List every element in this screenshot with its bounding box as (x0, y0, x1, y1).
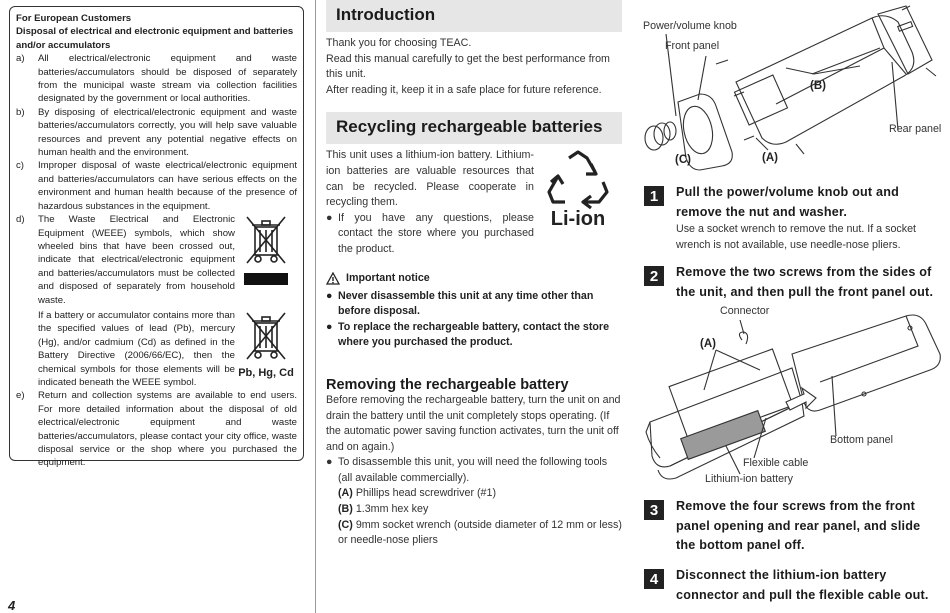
liion-label: Li-ion (550, 208, 606, 231)
step-title: Remove the four screws from the front panel opening and rear panel, and slide the bottom panel off. (676, 499, 921, 552)
bullet-text: If you have any questions, please contact the store where you purchased the product. (338, 211, 534, 255)
eu-item-letter: c) (16, 160, 24, 172)
removing-text: Before removing the rechargeable battery, turn the unit on and drain the battery until the unit completely stops operating. (If the automatic power saving function activates, turn the unit off and on again.) (326, 393, 621, 453)
page-number: 4 (8, 598, 16, 613)
eu-item-d (16, 213, 297, 389)
removing-bullet: ● To disassemble this unit, you will need the following tools (all available commercially). (326, 455, 622, 486)
label-a: (A) (762, 152, 778, 164)
step-number: 1 (644, 186, 664, 206)
eu-item-text: All electrical/electronic equipment and waste batteries/accumulators should be disposed of separately from the municipal waste stream via collection facilities designated by the government or local authorities. (38, 53, 297, 105)
step-3 (644, 497, 940, 556)
label-b: (B) (810, 80, 826, 92)
eu-item-b (16, 106, 297, 160)
introduction-title: Introduction (326, 0, 622, 32)
intro-line: After reading it, keep it in a safe place for future reference. (326, 83, 602, 96)
step-1 (644, 183, 940, 253)
bullet-text: Never disassemble this unit at any time other than before disposal. (338, 289, 594, 318)
eu-disposal-box (9, 6, 304, 469)
step-4 (644, 566, 940, 605)
label-power-knob: Power/volume knob (643, 20, 737, 32)
removing-title: Removing the rechargeable battery (326, 376, 569, 393)
important-notice-heading (326, 272, 622, 285)
eu-item-text: The Waste Electrical and Electronic Equipment (WEEE) symbols, which show wheeled bins that have been crossed out, indicate that electrical/electronic equipment and batteries/accumulators must be collected and disposed of separately from household waste. (38, 214, 235, 306)
recycling-text: This unit uses a lithium-ion battery. Lithium-ion batteries are valuable resources that can be recycled. Please cooperate in recycling them. (326, 149, 534, 209)
eu-item-letter: b) (16, 106, 25, 118)
eu-item-letter: d) (16, 214, 25, 226)
label-battery: Lithium-ion battery (705, 473, 793, 485)
label-connector: Connector (720, 305, 770, 317)
label-rear-panel: Rear panel (889, 123, 942, 135)
step-2 (644, 263, 940, 302)
step-title: Remove the two screws from the sides of the unit, and then pull the front panel out. (676, 265, 934, 299)
eu-item-text: Improper disposal of waste electrical/electronic equipment and batteries/accumulators can have serious effects on the environment and human health because of the presence of hazardous substances in the equipment. (38, 160, 297, 212)
bullet-text: To replace the rechargeable battery, contact the store where you purchased the product. (338, 320, 610, 349)
weee-bin-icon (243, 213, 289, 267)
weee-bin-icon (243, 309, 289, 363)
eu-item-text: Return and collection systems are available to end users. For more detailed information about the disposal of old electrical/electronic equipment and waste batteries/accumulators, please contact your city office, waste disposal service or the shop where you purchased the equipment. (38, 390, 297, 469)
eu-item-e (16, 389, 297, 469)
chemical-symbols: Pb, Hg, Cd (238, 366, 294, 379)
column-divider (315, 0, 316, 613)
notice-title: Important notice (346, 272, 430, 285)
step-title: Disconnect the lithium-ion battery connector and pull the flexible cable out. (676, 568, 929, 602)
recycling-bullet: ● If you have any questions, please contact the store where you purchased the product. (326, 211, 534, 258)
recycle-icon (545, 150, 611, 210)
label-c: (C) (675, 154, 691, 166)
recycling-section (326, 148, 622, 257)
eu-item-letter: e) (16, 390, 25, 402)
step-title: Pull the power/volume knob out and remove the nut and washer. (676, 185, 900, 219)
recycling-title: Recycling rechargeable batteries (326, 112, 622, 144)
eu-subheading: Disposal of electrical and electronic equipment and batteries and/or accumulators (16, 26, 294, 51)
label-a: (A) (700, 338, 716, 350)
bullet-text: To disassemble this unit, you will need the following tools (all available commercially). (338, 456, 608, 484)
eu-heading: For European Customers (16, 13, 132, 24)
step-number: 3 (644, 500, 664, 520)
step-number: 2 (644, 266, 664, 286)
intro-line: Thank you for choosing TEAC. (326, 37, 472, 49)
notice-bullet: ● Never disassemble this unit at any time other than before disposal. (326, 289, 622, 320)
weee-bar (244, 273, 288, 285)
eu-item-a (16, 52, 297, 106)
warning-icon (326, 272, 340, 285)
tool-a: (A) Phillips head screwdriver (#1) (338, 487, 497, 500)
eu-item-c (16, 159, 297, 213)
middle-column (326, 0, 622, 549)
eu-item-letter: a) (16, 53, 25, 65)
step-number: 4 (644, 569, 664, 589)
step-text: Use a socket wrench to remove the nut. If a socket wrench is not available, use needle-nose pliers. (676, 223, 916, 251)
label-front-panel: Front panel (665, 40, 720, 52)
intro-line: Read this manual carefully to get the best performance from this unit. (326, 52, 610, 81)
eu-item-text: By disposing of electrical/electronic equipment and waste batteries/accumulators correctly, you will help save valuable resources and prevent any potential negative effects on human health and the environment. (38, 106, 297, 159)
tool-b: (B) 1.3mm hex key (338, 503, 429, 516)
notice-bullet: ● To replace the rechargeable battery, contact the store where you purchased the product. (326, 320, 622, 351)
label-flexible-cable: Flexible cable (743, 457, 809, 469)
tool-c: (C) 9mm socket wrench (outside diameter of 12 mm or less) or needle-nose pliers (338, 518, 622, 547)
label-bottom-panel: Bottom panel (830, 434, 893, 446)
eu-item-text: If a battery or accumulator contains more than the specified values of lead (Pb), mercury (Hg), and/or cadmium (Cd) as defined in the Battery Directive (2006/66/EC), then the chemical symbols for those elements will be indicated beneath the WEEE symbol. (38, 309, 235, 388)
